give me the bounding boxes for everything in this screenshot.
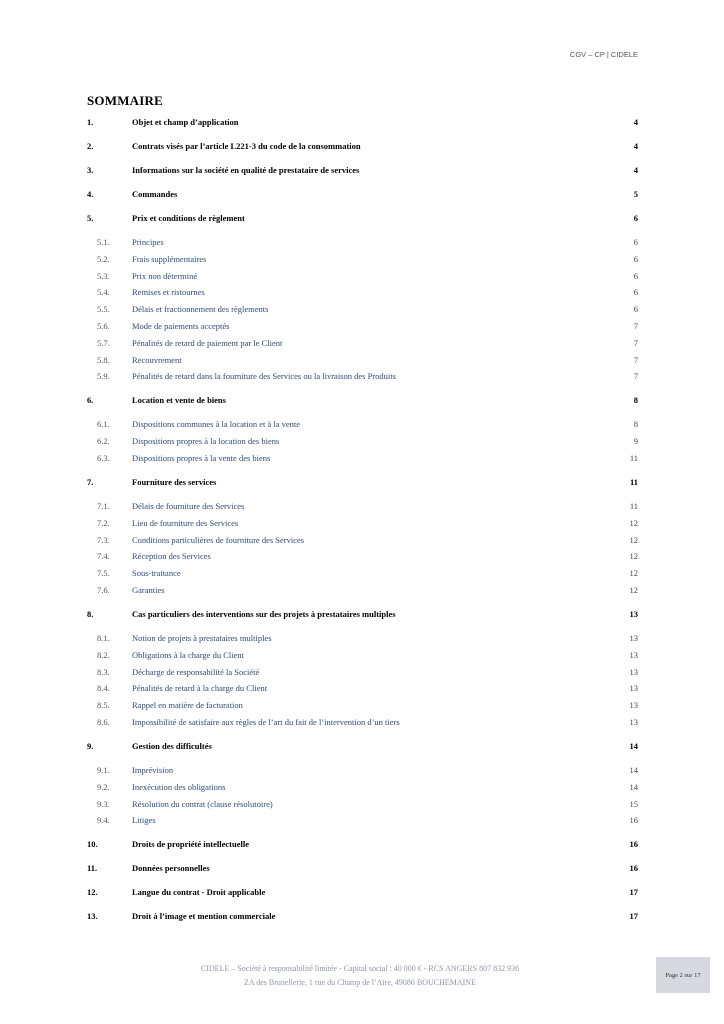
toc-item-number: 8.1. xyxy=(97,633,110,643)
toc-item-number: 8.5. xyxy=(97,700,110,711)
toc-item-label[interactable]: Impossibilité de satisfaire aux règles de l’art du fait de l’intervention d’un tiers xyxy=(132,717,400,727)
table-of-contents xyxy=(0,112,724,932)
toc-item-number: 5.4. xyxy=(97,287,110,298)
toc-item-number: 7.5. xyxy=(97,568,110,579)
toc-item-page: 8 xyxy=(633,419,638,430)
toc-subsection-item[interactable] xyxy=(0,450,724,466)
toc-item-number: 10. xyxy=(87,839,98,850)
toc-item-page: 16 xyxy=(629,839,638,850)
toc-item-number: 2. xyxy=(87,141,94,151)
toc-item-label[interactable]: Obligations à la charge du Client xyxy=(132,649,244,660)
toc-subsection-item[interactable] xyxy=(0,284,724,300)
toc-section-item[interactable] xyxy=(0,884,724,900)
toc-item-page: 14 xyxy=(629,781,638,792)
toc-item-number: 13. xyxy=(87,911,98,922)
toc-item-page: 8 xyxy=(633,395,638,406)
toc-item-page: 16 xyxy=(629,815,638,826)
toc-item-label[interactable]: Litiges xyxy=(132,815,156,826)
toc-subsection-item[interactable] xyxy=(0,565,724,581)
footer-address-line: ZA des Brunellerie, 1 rue du Champ de l’Aire, 49080 BOUCHEMAINE xyxy=(244,978,476,987)
toc-item-label[interactable]: Délais de fourniture des Services xyxy=(132,501,245,511)
toc-item-number: 8.3. xyxy=(97,666,110,677)
toc-item-page: 13 xyxy=(629,700,638,711)
toc-item-number: 5.3. xyxy=(97,270,110,281)
toc-subsection-item[interactable] xyxy=(0,433,724,449)
toc-item-number: 7.2. xyxy=(97,517,110,528)
toc-item-label[interactable]: Dispositions propres à la vente des biens xyxy=(132,453,271,463)
toc-item-label[interactable]: Résolution du contrat (clause résolutoire) xyxy=(132,798,273,809)
toc-subsection-item[interactable] xyxy=(0,697,724,713)
toc-item-number: 9.1. xyxy=(97,765,110,775)
toc-item-label[interactable]: Informations sur la société en qualité de prestataire de services xyxy=(132,165,360,175)
toc-subsection-item[interactable] xyxy=(0,301,724,317)
toc-item-label[interactable]: Dispositions communes à la location et à la vente xyxy=(132,419,301,430)
toc-item-page: 7 xyxy=(633,371,638,382)
toc-subsection-item[interactable] xyxy=(0,234,724,250)
toc-subsection-item[interactable] xyxy=(0,335,724,351)
toc-item-page: 9 xyxy=(633,436,638,447)
toc-item-label[interactable]: Commandes xyxy=(132,189,178,199)
toc-section-item[interactable] xyxy=(0,836,724,852)
toc-subsection-item[interactable] xyxy=(0,630,724,646)
toc-item-page: 4 xyxy=(633,141,638,151)
footer-company-line: CIDELE – Société à responsabilité limitée - Capital social : 40 000 € - RCS ANGERS 807 832 936 xyxy=(200,964,520,973)
toc-item-label[interactable]: Principes xyxy=(132,237,164,247)
toc-item-number: 7.1. xyxy=(97,501,110,511)
toc-item-label[interactable]: Réception des Services xyxy=(132,551,211,562)
toc-item-label[interactable]: Dispositions propres à la location des biens xyxy=(132,436,280,447)
toc-item-number: 9.3. xyxy=(97,798,110,809)
page-number-badge xyxy=(656,957,710,993)
toc-subsection-item[interactable] xyxy=(0,548,724,564)
toc-item-page: 15 xyxy=(629,798,638,809)
toc-item-page: 12 xyxy=(629,568,638,579)
toc-subsection-item[interactable] xyxy=(0,762,724,778)
toc-item-label[interactable]: Remises et ristournes xyxy=(132,287,205,298)
toc-item-page: 12 xyxy=(629,517,638,528)
toc-item-number: 4. xyxy=(87,189,94,199)
toc-item-page: 13 xyxy=(629,649,638,660)
toc-item-page: 6 xyxy=(633,270,638,281)
toc-item-number: 7. xyxy=(87,477,94,487)
toc-item-label[interactable]: Inexécution des obligations xyxy=(132,781,226,792)
toc-item-page: 12 xyxy=(629,534,638,545)
toc-item-page: 5 xyxy=(633,189,638,199)
toc-item-label[interactable]: Pénalités de retard dans la fourniture des Services ou la livraison des Produits xyxy=(132,371,396,382)
page-number-text: Page 2 sur 17 xyxy=(665,971,701,979)
toc-item-label[interactable]: Gestion des difficultés xyxy=(132,741,212,751)
toc-item-number: 6. xyxy=(87,395,94,406)
toc-item-label[interactable]: Garanties xyxy=(132,585,165,595)
toc-item-page: 14 xyxy=(629,765,638,775)
toc-item-number: 6.1. xyxy=(97,419,110,430)
toc-subsection-item[interactable] xyxy=(0,812,724,828)
toc-item-label[interactable]: Frais supplémentaires xyxy=(132,253,207,264)
toc-item-page: 7 xyxy=(633,337,638,348)
toc-section-item[interactable] xyxy=(0,392,724,408)
toc-item-page: 13 xyxy=(629,717,638,727)
toc-subsection-item[interactable] xyxy=(0,532,724,548)
toc-subsection-item[interactable] xyxy=(0,779,724,795)
toc-item-number: 6.3. xyxy=(97,453,110,463)
toc-item-label[interactable]: Délais et fractionnement des règlements xyxy=(132,304,269,315)
toc-item-page: 4 xyxy=(633,165,638,175)
toc-item-label[interactable]: Imprévision xyxy=(132,765,174,775)
toc-item-page: 17 xyxy=(629,887,638,898)
toc-section-item[interactable] xyxy=(0,908,724,924)
toc-item-number: 5.9. xyxy=(97,371,110,382)
toc-section-item[interactable] xyxy=(0,474,724,490)
toc-item-label[interactable]: Rappel en matière de facturation xyxy=(132,700,243,711)
toc-item-page: 13 xyxy=(629,609,638,619)
toc-item-label[interactable]: Mode de paiements acceptés xyxy=(132,321,230,331)
toc-item-page: 11 xyxy=(629,501,638,511)
toc-item-number: 11. xyxy=(87,863,98,874)
toc-item-label[interactable]: Prix non déterminé xyxy=(132,270,198,281)
toc-item-number: 5.2. xyxy=(97,253,110,264)
toc-item-page: 13 xyxy=(629,633,638,643)
toc-subsection-item[interactable] xyxy=(0,647,724,663)
toc-subsection-item[interactable] xyxy=(0,714,724,730)
toc-item-number: 8.4. xyxy=(97,683,110,694)
toc-item-label[interactable]: Notion de projets à prestataires multiples xyxy=(132,633,272,643)
toc-item-page: 11 xyxy=(629,453,638,463)
toc-item-page: 7 xyxy=(633,354,638,365)
toc-subsection-item[interactable] xyxy=(0,368,724,384)
toc-item-label[interactable]: Contrats visés par l’article L221-3 du code de la consommation xyxy=(132,141,361,151)
toc-item-number: 5.6. xyxy=(97,321,110,331)
toc-item-label[interactable]: Droit à l’image et mention commerciale xyxy=(132,911,276,922)
toc-item-number: 12. xyxy=(87,887,98,898)
toc-subsection-item[interactable] xyxy=(0,515,724,531)
toc-item-number: 8. xyxy=(87,609,94,619)
toc-item-page: 6 xyxy=(633,237,638,247)
toc-item-label[interactable]: Lieu de fourniture des Services xyxy=(132,517,239,528)
toc-item-label[interactable]: Cas particuliers des interventions sur des projets à prestataires multiples xyxy=(132,609,396,619)
footer xyxy=(130,962,590,990)
toc-item-number: 8.2. xyxy=(97,649,110,660)
toc-item-page: 6 xyxy=(633,287,638,298)
page-title: SOMMAIRE xyxy=(87,93,163,108)
toc-item-label[interactable]: Pénalités de retard de paiement par le Client xyxy=(132,337,283,348)
toc-subsection-item[interactable] xyxy=(0,318,724,334)
toc-subsection-item[interactable] xyxy=(0,664,724,680)
toc-section-item[interactable] xyxy=(0,606,724,622)
toc-item-number: 5.5. xyxy=(97,304,110,315)
toc-item-number: 7.4. xyxy=(97,551,110,562)
toc-subsection-item[interactable] xyxy=(0,416,724,432)
toc-subsection-item[interactable] xyxy=(0,251,724,267)
toc-item-page: 4 xyxy=(633,117,638,127)
toc-item-number: 5. xyxy=(87,213,94,223)
toc-item-label[interactable]: Sous-traitance xyxy=(132,568,181,579)
toc-item-number: 5.8. xyxy=(97,354,110,365)
document-reference: CGV – CP | CIDELE xyxy=(569,50,638,59)
toc-item-label[interactable]: Droits de propriété intellectuelle xyxy=(132,839,250,850)
toc-section-item[interactable] xyxy=(0,738,724,754)
toc-item-label[interactable]: Fourniture des services xyxy=(132,477,217,487)
toc-item-label[interactable]: Location et vente de biens xyxy=(132,395,226,406)
toc-item-number: 8.6. xyxy=(97,717,110,727)
toc-item-label[interactable]: Conditions particulières de fourniture des Services xyxy=(132,534,305,545)
toc-item-number: 5.7. xyxy=(97,337,110,348)
toc-item-page: 12 xyxy=(629,585,638,595)
toc-item-page: 7 xyxy=(633,321,638,331)
toc-item-label[interactable]: Pénalités de retard à la charge du Client xyxy=(132,683,268,694)
toc-item-number: 7.6. xyxy=(97,585,110,595)
toc-item-page: 6 xyxy=(633,304,638,315)
toc-item-number: 1. xyxy=(87,117,94,127)
toc-subsection-item[interactable] xyxy=(0,498,724,514)
toc-section-item[interactable] xyxy=(0,860,724,876)
toc-subsection-item[interactable] xyxy=(0,352,724,368)
toc-item-number: 9. xyxy=(87,741,94,751)
toc-item-page: 17 xyxy=(629,911,638,922)
toc-item-page: 14 xyxy=(629,741,638,751)
toc-section-item[interactable] xyxy=(0,210,724,226)
toc-section-item[interactable] xyxy=(0,162,724,178)
toc-section-item[interactable] xyxy=(0,114,724,130)
toc-item-page: 6 xyxy=(633,213,638,223)
toc-item-page: 12 xyxy=(629,551,638,562)
toc-item-label[interactable]: Objet et champ d’application xyxy=(132,117,239,127)
toc-item-label[interactable]: Langue du contrat - Droit applicable xyxy=(132,887,266,898)
toc-item-page: 13 xyxy=(629,666,638,677)
toc-item-page: 13 xyxy=(629,683,638,694)
toc-item-number: 9.2. xyxy=(97,781,110,792)
toc-item-page: 11 xyxy=(629,477,638,487)
toc-item-number: 6.2. xyxy=(97,436,110,447)
toc-subsection-item[interactable] xyxy=(0,268,724,284)
toc-item-label[interactable]: Décharge de responsabilité la Société xyxy=(132,666,260,677)
toc-item-page: 6 xyxy=(633,253,638,264)
toc-section-item[interactable] xyxy=(0,186,724,202)
toc-item-number: 7.3. xyxy=(97,534,110,545)
toc-subsection-item[interactable] xyxy=(0,582,724,598)
toc-item-label[interactable]: Prix et conditions de règlement xyxy=(132,213,245,223)
toc-subsection-item[interactable] xyxy=(0,680,724,696)
toc-item-number: 3. xyxy=(87,165,94,175)
toc-item-label[interactable]: Recouvrement xyxy=(132,354,182,365)
toc-item-label[interactable]: Données personnelles xyxy=(132,863,210,874)
toc-item-number: 5.1. xyxy=(97,237,110,247)
toc-subsection-item[interactable] xyxy=(0,796,724,812)
toc-section-item[interactable] xyxy=(0,138,724,154)
toc-item-number: 9.4. xyxy=(97,815,110,826)
toc-item-page: 16 xyxy=(629,863,638,874)
